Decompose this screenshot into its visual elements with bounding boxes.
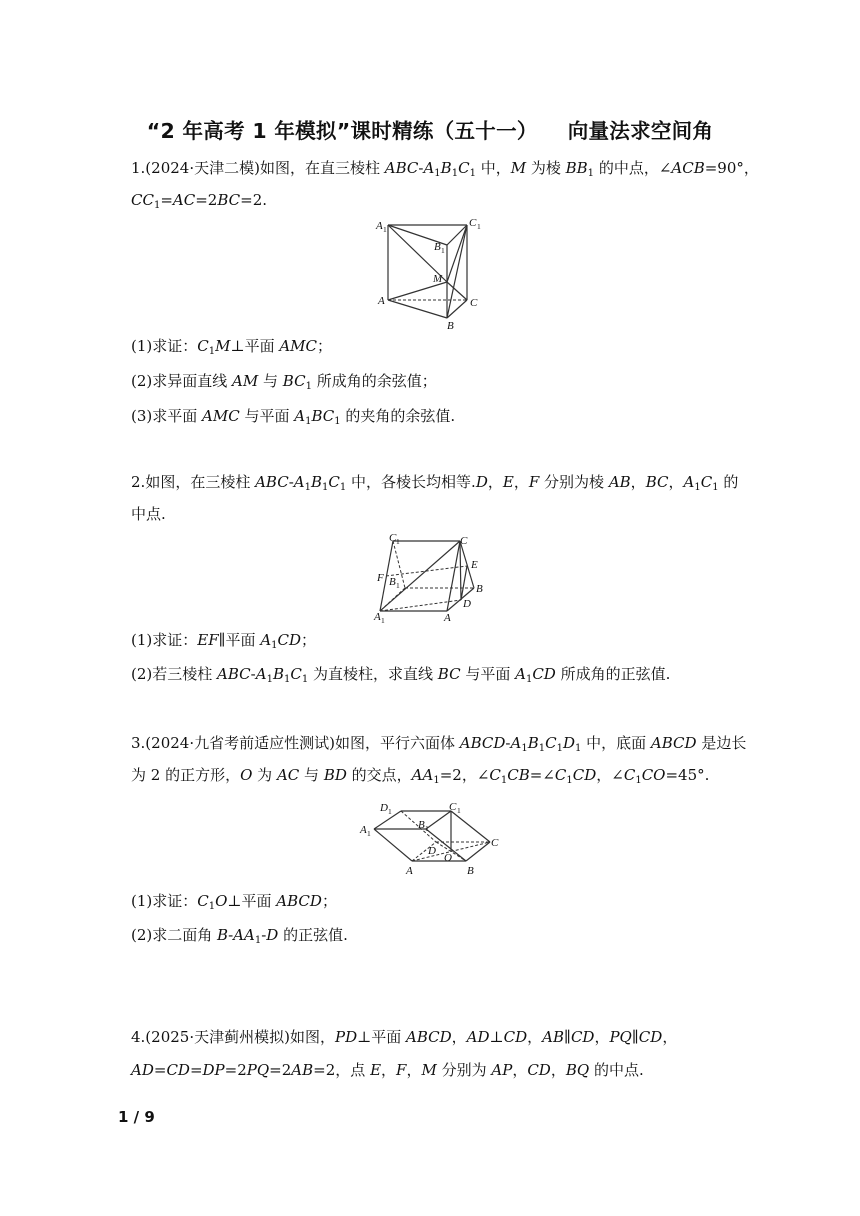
page-title bbox=[0, 114, 860, 144]
page-number: 1 / 9 bbox=[118, 1108, 155, 1126]
svg-text:A: A bbox=[360, 824, 367, 836]
svg-text:C: C bbox=[460, 535, 468, 547]
svg-text:A: A bbox=[376, 220, 383, 232]
svg-text:C: C bbox=[469, 217, 477, 229]
svg-text:1: 1 bbox=[367, 829, 371, 838]
svg-text:A: A bbox=[406, 865, 413, 877]
svg-text:A: A bbox=[444, 612, 451, 624]
svg-text:B: B bbox=[476, 583, 483, 595]
svg-text:1: 1 bbox=[396, 581, 400, 590]
svg-text:B: B bbox=[467, 865, 474, 877]
svg-text:B: B bbox=[434, 241, 441, 253]
svg-text:C: C bbox=[389, 532, 397, 544]
q4-source: 4.(2025·天津蓟州模拟) bbox=[131, 1028, 290, 1046]
svg-text:E: E bbox=[471, 559, 478, 571]
svg-text:C: C bbox=[470, 297, 478, 309]
q1-line-1: 1.(2024·天津二模)如图，在直三棱柱 ABC-$A_1B_1C_1$ 中，M 为棱 $BB_1$ 的中点，∠ACB=90°， bbox=[131, 159, 759, 179]
svg-text:1: 1 bbox=[381, 616, 385, 625]
q3-line-2: 为 2 的正方形，O 为 AC 与 BD 的交点，$AA_1=2$，$\angle C_1CB=\angle C_1CD$，$\angle C_1CO=45^\circ$. bbox=[131, 766, 710, 786]
svg-text:1: 1 bbox=[477, 222, 481, 231]
q1-prism-figure bbox=[372, 214, 492, 334]
q1-part-3: (3)求平面 AMC 与平面 $A_1BC_1$ 的夹角的余弦值. bbox=[131, 407, 456, 427]
q3-part-2: (2)求二面角 $B-AA_1-D$ 的正弦值. bbox=[131, 926, 348, 946]
q3-parallelepiped-figure bbox=[356, 796, 506, 878]
q1-line-2: $CC_1=AC=2BC=2$. bbox=[131, 191, 268, 211]
q4-line-2: AD=CD=DP=2PQ=2AB=2，点 E，F，M 分别为 AP，CD，BQ 的中点. bbox=[131, 1061, 644, 1079]
svg-text:1: 1 bbox=[457, 806, 461, 815]
q2-part-1: (1)求证：EF∥平面 $A_1CD$； bbox=[131, 631, 317, 651]
svg-text:1: 1 bbox=[441, 246, 445, 255]
q3-line-1: 3.(2024·九省考前适应性测试)如图，平行六面体 ABCD-$A_1B_1C_1D_1$ 中，底面 ABCD 是边长 bbox=[131, 734, 747, 754]
q2-line-2: 中点. bbox=[131, 505, 166, 523]
q1-part-1: (1)求证：$C_1M\perp$平面 AMC； bbox=[131, 337, 333, 357]
q1-part-2: (2)求异面直线 AM 与 $BC_1$ 所成角的余弦值； bbox=[131, 372, 437, 392]
svg-text:F: F bbox=[377, 572, 384, 584]
svg-text:B: B bbox=[389, 576, 396, 588]
q2-line-1: 2.如图，在三棱柱 ABC-$A_1B_1C_1$ 中，各棱长均相等.D，E，F 分别为棱 AB，BC，$A_1C_1$ 的 bbox=[131, 473, 739, 493]
svg-text:C: C bbox=[491, 837, 499, 849]
q2-prism-figure bbox=[372, 528, 492, 628]
q3-part-1: (1)求证：$C_1O\perp$平面 ABCD； bbox=[131, 892, 337, 912]
q2-part-2: (2)若三棱柱 ABC-$A_1B_1C_1$ 为直棱柱，求直线 BC 与平面 $A_1CD$ 所成角的正弦值. bbox=[131, 665, 671, 685]
svg-text:D: D bbox=[428, 845, 436, 857]
svg-text:A: A bbox=[374, 611, 381, 623]
q4-line-1: 4.(2025·天津蓟州模拟)如图，PD⊥平面 ABCD，AD⊥CD，AB∥CD，PQ∥CD， bbox=[131, 1028, 678, 1046]
q2-source: 2. bbox=[131, 473, 146, 491]
svg-text:C: C bbox=[449, 801, 457, 813]
svg-text:1: 1 bbox=[425, 824, 429, 833]
title-topic: 向量法求空间角 bbox=[567, 119, 714, 143]
svg-text:A: A bbox=[378, 295, 385, 307]
svg-text:B: B bbox=[418, 819, 425, 831]
svg-text:M: M bbox=[433, 273, 443, 285]
svg-text:1: 1 bbox=[383, 225, 387, 234]
q1-source: 1.(2024·天津二模) bbox=[131, 159, 260, 177]
svg-text:1: 1 bbox=[396, 537, 400, 546]
svg-text:B: B bbox=[447, 320, 454, 332]
q3-source: 3.(2024·九省考前适应性测试) bbox=[131, 734, 335, 752]
svg-text:1: 1 bbox=[388, 807, 392, 816]
svg-text:D: D bbox=[463, 598, 471, 610]
svg-text:O: O bbox=[444, 852, 452, 864]
title-main: “2 年高考 1 年模拟”课时精练（五十一） bbox=[146, 119, 538, 143]
svg-text:D: D bbox=[380, 802, 388, 814]
